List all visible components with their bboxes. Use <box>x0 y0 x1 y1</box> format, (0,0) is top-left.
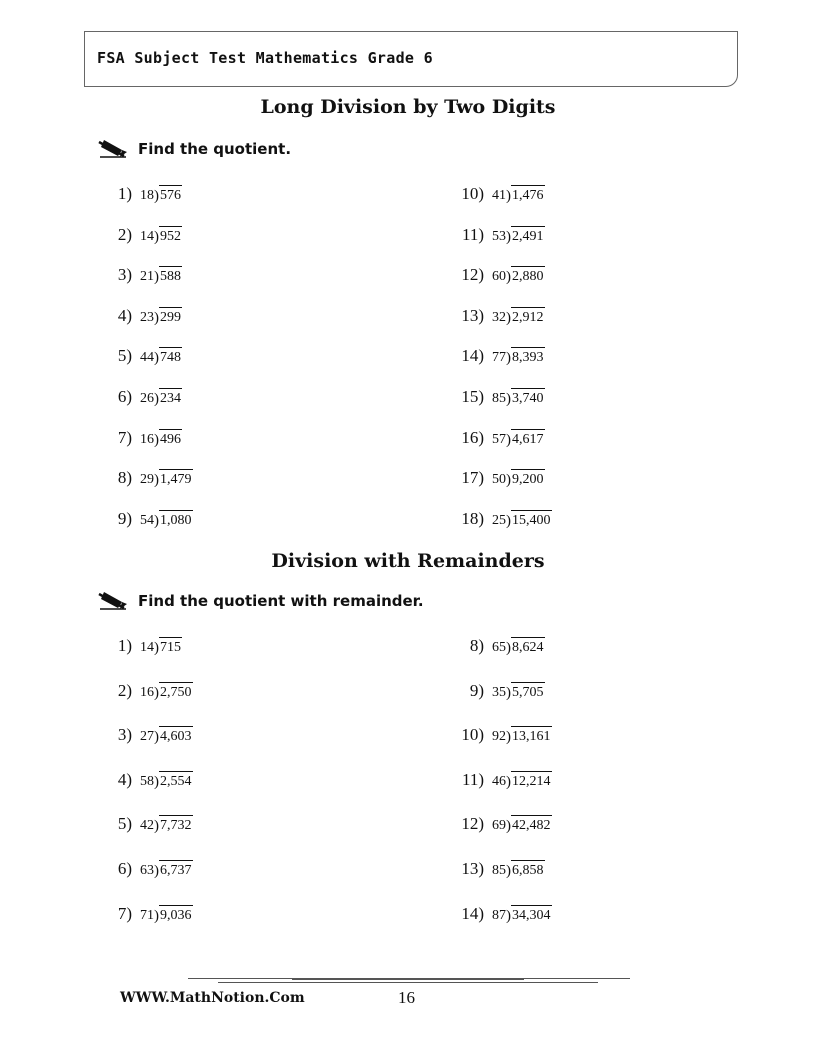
dividend: 3,740 <box>511 388 545 407</box>
division-bracket: ) <box>154 684 159 701</box>
dividend: 13,161 <box>511 726 552 745</box>
division-bracket: ) <box>154 431 159 448</box>
dividend: 952 <box>159 226 182 245</box>
problem-number: 1) <box>117 636 132 655</box>
dividend: 299 <box>159 307 182 326</box>
division-bracket: ) <box>506 472 511 489</box>
division-bracket: ) <box>154 640 159 656</box>
divisor: 14 <box>140 228 154 244</box>
division-bracket: ) <box>506 269 511 286</box>
divisor: 71 <box>140 907 154 923</box>
divisor: 65 <box>492 640 506 655</box>
dividend: 1,479 <box>159 469 193 488</box>
divisor: 77 <box>492 350 506 366</box>
division-problem <box>108 265 182 285</box>
problem-number: 1) <box>117 184 132 203</box>
problem-number: 16) <box>461 427 484 447</box>
dividend: 42,482 <box>511 815 552 834</box>
division-bracket: ) <box>506 431 511 448</box>
division-problem <box>108 814 193 834</box>
section1-title: Long Division by Two Digits <box>260 96 556 118</box>
division-bracket: ) <box>154 391 159 407</box>
divisor: 46 <box>492 773 506 789</box>
dividend: 15,400 <box>511 510 552 529</box>
problem-number: 2) <box>117 680 132 700</box>
division-problem <box>448 428 545 448</box>
problem-number: 3) <box>117 725 132 745</box>
problem-number: 13) <box>461 305 484 325</box>
problem-number: 5) <box>117 814 132 834</box>
problem-number: 14) <box>461 903 484 923</box>
divisor: 27 <box>140 729 154 745</box>
divisor: 60 <box>492 269 506 285</box>
division-problem <box>108 428 182 448</box>
divisor: 44 <box>140 350 154 366</box>
problem-number: 18) <box>461 508 484 528</box>
problem-number: 14) <box>461 346 484 366</box>
divisor: 85 <box>492 391 506 406</box>
divisor: 21 <box>140 269 154 285</box>
problem-number: 10) <box>461 184 484 203</box>
division-problem <box>448 904 552 924</box>
division-bracket: ) <box>506 640 511 656</box>
divisor: 16 <box>140 431 154 447</box>
division-problem <box>108 636 182 656</box>
divisor: 26 <box>140 391 154 406</box>
section2-instruction-text: Find the quotient with remainder. <box>138 592 424 610</box>
dividend: 12,214 <box>511 771 552 790</box>
division-bracket: ) <box>154 472 159 489</box>
division-bracket: ) <box>154 228 159 245</box>
divisor: 18 <box>140 188 154 203</box>
division-bracket: ) <box>506 391 511 407</box>
problem-number: 3) <box>117 265 132 285</box>
division-bracket: ) <box>154 309 159 326</box>
dividend: 6,737 <box>159 860 193 879</box>
division-problem <box>108 306 182 326</box>
problem-number: 7) <box>117 427 132 447</box>
problem-number: 12) <box>461 265 484 285</box>
problem-number: 13) <box>461 859 484 878</box>
problem-number: 12) <box>461 814 484 834</box>
dividend: 588 <box>159 266 182 285</box>
division-bracket: ) <box>506 228 511 245</box>
division-problem <box>108 509 193 529</box>
dividend: 576 <box>159 185 182 204</box>
dividend: 234 <box>159 388 182 407</box>
divisor: 87 <box>492 907 506 923</box>
division-problem <box>448 225 545 245</box>
dividend: 748 <box>159 347 182 366</box>
dividend: 2,880 <box>511 266 545 285</box>
header-title: FSA Subject Test Mathematics Grade 6 <box>97 49 433 67</box>
division-problem <box>448 468 545 488</box>
division-bracket: ) <box>506 729 511 746</box>
dividend: 7,732 <box>159 815 193 834</box>
section2-instruction <box>96 590 424 612</box>
division-bracket: ) <box>506 684 511 701</box>
division-problem <box>108 904 193 924</box>
divisor: 29 <box>140 472 154 488</box>
divisor: 41 <box>492 188 506 203</box>
division-problem <box>108 184 182 204</box>
division-problem <box>108 770 193 790</box>
division-problem <box>448 184 545 204</box>
section2-title: Division with Remainders <box>271 550 545 572</box>
footer-rule <box>218 982 598 983</box>
problem-number: 2) <box>117 224 132 244</box>
division-bracket: ) <box>154 729 159 746</box>
section1-instruction-text: Find the quotient. <box>138 140 292 158</box>
dividend: 9,200 <box>511 469 545 488</box>
division-problem <box>108 387 182 407</box>
dividend: 496 <box>159 429 182 448</box>
division-bracket: ) <box>154 512 159 529</box>
problem-number: 6) <box>117 859 132 878</box>
dividend: 2,554 <box>159 771 193 790</box>
header-box <box>84 31 738 87</box>
problem-number: 8) <box>117 468 132 488</box>
divisor: 32 <box>492 309 506 325</box>
problem-number: 4) <box>117 305 132 325</box>
problem-number: 15) <box>461 387 484 406</box>
dividend: 1,080 <box>159 510 193 529</box>
footer-rule <box>292 979 524 980</box>
division-problem <box>108 346 182 366</box>
section1-instruction <box>96 138 291 160</box>
problem-number: 11) <box>461 224 484 244</box>
dividend: 8,393 <box>511 347 545 366</box>
division-bracket: ) <box>154 818 159 835</box>
division-bracket: ) <box>506 818 511 835</box>
pencil-icon <box>96 590 130 612</box>
division-problem <box>448 725 552 745</box>
division-problem <box>448 681 545 701</box>
divisor: 69 <box>492 818 506 834</box>
divisor: 42 <box>140 818 154 834</box>
division-bracket: ) <box>154 269 159 286</box>
dividend: 5,705 <box>511 682 545 701</box>
division-bracket: ) <box>154 863 159 879</box>
division-problem <box>448 509 552 529</box>
divisor: 54 <box>140 512 154 528</box>
divisor: 85 <box>492 863 506 878</box>
divisor: 57 <box>492 431 506 447</box>
problem-number: 17) <box>461 468 484 488</box>
dividend: 9,036 <box>159 905 193 924</box>
division-problem <box>448 636 545 656</box>
division-problem <box>448 306 545 326</box>
divisor: 50 <box>492 472 506 488</box>
dividend: 8,624 <box>511 637 545 656</box>
division-bracket: ) <box>154 350 159 367</box>
problem-number: 6) <box>117 387 132 406</box>
division-problem <box>108 725 193 745</box>
dividend: 34,304 <box>511 905 552 924</box>
division-bracket: ) <box>154 907 159 924</box>
problem-number: 11) <box>461 769 484 789</box>
division-problem <box>448 770 552 790</box>
division-problem <box>448 265 545 285</box>
problem-number: 7) <box>117 903 132 923</box>
divisor: 16 <box>140 684 154 700</box>
problem-number: 4) <box>117 769 132 789</box>
page-number: 16 <box>398 988 415 1007</box>
divisor: 63 <box>140 863 154 878</box>
divisor: 92 <box>492 729 506 745</box>
dividend: 2,912 <box>511 307 545 326</box>
division-bracket: ) <box>506 512 511 529</box>
division-problem <box>108 681 193 701</box>
problem-number: 8) <box>469 636 484 655</box>
problem-number: 10) <box>461 725 484 745</box>
dividend: 2,491 <box>511 226 545 245</box>
problem-number: 5) <box>117 346 132 366</box>
problem-number: 9) <box>117 508 132 528</box>
division-problem <box>108 859 193 879</box>
division-problem <box>448 814 552 834</box>
divisor: 14 <box>140 640 154 655</box>
footer-website: WWW.MathNotion.Com <box>120 990 305 1006</box>
divisor: 25 <box>492 512 506 528</box>
division-bracket: ) <box>506 907 511 924</box>
dividend: 6,858 <box>511 860 545 879</box>
division-problem <box>108 225 182 245</box>
division-bracket: ) <box>506 309 511 326</box>
divisor: 53 <box>492 228 506 244</box>
dividend: 1,476 <box>511 185 545 204</box>
problem-number: 9) <box>469 680 484 700</box>
dividend: 715 <box>159 637 182 656</box>
division-bracket: ) <box>154 188 159 204</box>
division-bracket: ) <box>154 773 159 790</box>
division-problem <box>448 346 545 366</box>
pencil-icon <box>96 138 130 160</box>
divisor: 35 <box>492 684 506 700</box>
division-bracket: ) <box>506 350 511 367</box>
divisor: 58 <box>140 773 154 789</box>
divisor: 23 <box>140 309 154 325</box>
division-problem <box>108 468 193 488</box>
division-problem <box>448 859 545 879</box>
dividend: 2,750 <box>159 682 193 701</box>
dividend: 4,603 <box>159 726 193 745</box>
division-problem <box>448 387 545 407</box>
division-bracket: ) <box>506 863 511 879</box>
division-bracket: ) <box>506 188 511 204</box>
dividend: 4,617 <box>511 429 545 448</box>
division-bracket: ) <box>506 773 511 790</box>
